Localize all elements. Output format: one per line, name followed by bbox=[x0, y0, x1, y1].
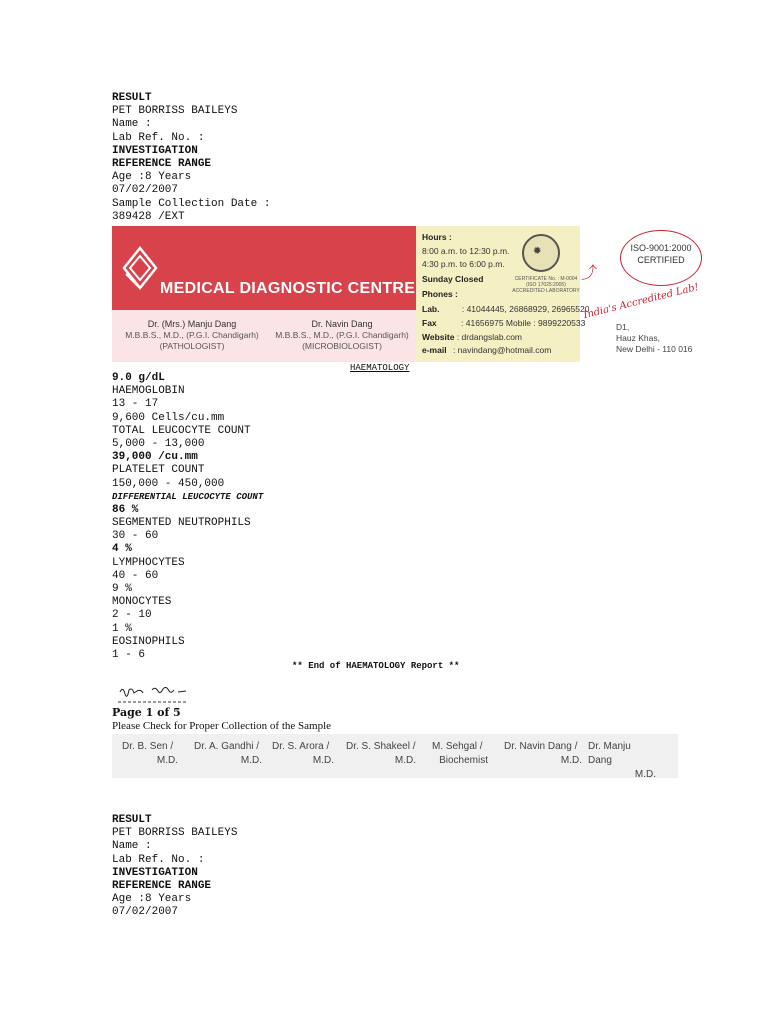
doctor-pathologist bbox=[122, 319, 262, 352]
phones-label: Phones : bbox=[422, 289, 458, 299]
footer-doctor-degree: M.D. bbox=[240, 755, 262, 766]
doctor-qualification: M.B.B.S., M.D., (P.G.I. Chandigarh) bbox=[275, 330, 409, 340]
footer-doctor-degree: Biochemist bbox=[439, 755, 488, 766]
hours-morning: 8:00 a.m. to 12:30 p.m. bbox=[422, 246, 510, 256]
result-line: 9 % bbox=[112, 583, 132, 595]
name-label: Name : bbox=[112, 840, 152, 853]
website-value: : drdangslab.com bbox=[456, 332, 523, 342]
footer-doctor-name: Dr. A. Gandhi / bbox=[194, 741, 260, 752]
lab-ref-label: Lab Ref. No. : bbox=[112, 131, 205, 144]
footer-doctor-degree: M.D. bbox=[394, 755, 416, 766]
footer-doctor-name: Dr. S. Shakeel / bbox=[346, 741, 416, 752]
sample-collection-label: Sample Collection Date : bbox=[112, 197, 271, 210]
iso-badge bbox=[620, 230, 702, 286]
doctor-name: Dr. (Mrs.) Manju Dang bbox=[147, 319, 237, 329]
result-line: 40 - 60 bbox=[112, 569, 159, 582]
address-line: Hauz Khas, bbox=[616, 333, 660, 343]
accreditation-seal-icon bbox=[522, 234, 560, 272]
hours-evening: 4:30 p.m. to 6:00 p.m. bbox=[422, 259, 505, 269]
footer-doctor bbox=[346, 740, 416, 768]
result-line: LYMPHOCYTES bbox=[112, 556, 185, 569]
patient-header-2 bbox=[112, 814, 237, 920]
patient-name: PET BORRISS BAILEYS bbox=[112, 827, 238, 840]
result-line: 39,000 /cu.mm bbox=[112, 451, 198, 464]
result-line: EOSINOPHILS bbox=[112, 635, 185, 648]
brand-band bbox=[112, 226, 416, 310]
footer-doctor bbox=[504, 740, 582, 768]
footer-doctor-name: Dr. S. Arora / bbox=[272, 741, 330, 752]
result-line: TOTAL LEUCOCYTE COUNT bbox=[112, 424, 251, 437]
website-label: Website bbox=[422, 332, 455, 342]
iso-certified: CERTIFIED bbox=[637, 255, 685, 265]
footer-doctor-name: Dr. B. Sen / bbox=[122, 741, 174, 752]
footer-doctor-degree: M.D. bbox=[312, 755, 334, 766]
footer-doctor-name: Dr. Navin Dang / bbox=[504, 741, 578, 752]
investigation-label: INVESTIGATION bbox=[112, 144, 198, 157]
lab-phone-value: : 41044445, 26868929, 26965520 bbox=[461, 304, 590, 314]
footer-doctor bbox=[588, 740, 656, 782]
email-value: : navindang@hotmail.com bbox=[452, 345, 552, 355]
reference-range-label: REFERENCE RANGE bbox=[112, 879, 212, 892]
results-list bbox=[112, 372, 263, 662]
age-value: Age :8 Years bbox=[112, 171, 192, 184]
result-line: 9.0 g/dL bbox=[112, 372, 165, 384]
result-line: HAEMOGLOBIN bbox=[112, 385, 185, 398]
investigation-label: INVESTIGATION bbox=[112, 866, 198, 879]
address-line: D1, bbox=[616, 322, 630, 332]
name-label: Name : bbox=[112, 118, 152, 131]
accredited-tagline: India's Accredited Lab! bbox=[582, 281, 700, 322]
centre-title: MEDICAL DIAGNOSTIC CENTRE bbox=[160, 280, 416, 297]
date-value: 07/02/2007 bbox=[112, 184, 179, 197]
footer-doctor bbox=[122, 740, 178, 768]
footer-doctor bbox=[432, 740, 488, 768]
doctor-name: Dr. Navin Dang bbox=[311, 319, 373, 329]
hours-label: Hours : bbox=[422, 232, 452, 242]
doctor-qualification: M.B.B.S., M.D., (P.G.I. Chandigarh) bbox=[125, 330, 259, 340]
lab-ref-label: Lab Ref. No. : bbox=[112, 853, 205, 866]
result-line: MONOCYTES bbox=[112, 596, 172, 609]
end-of-report: ** End of HAEMATOLOGY Report ** bbox=[292, 661, 460, 671]
address-line: New Delhi - 110 016 bbox=[616, 344, 693, 354]
lab-phone-label: Lab. bbox=[422, 304, 440, 314]
result-line: 86 % bbox=[112, 503, 139, 516]
result-line: 2 - 10 bbox=[112, 609, 152, 622]
result-line: 13 - 17 bbox=[112, 398, 159, 411]
page-number: Page 1 of 5 bbox=[112, 706, 181, 719]
age-value: Age :8 Years bbox=[112, 893, 192, 906]
footer-doctor-degree: M.D. bbox=[634, 769, 656, 780]
haematology-heading: HAEMATOLOGY bbox=[350, 363, 410, 373]
signature-icon bbox=[116, 682, 200, 706]
date-value: 07/02/2007 bbox=[112, 906, 179, 919]
footer-doctor bbox=[272, 740, 334, 768]
sample-id: 389428 /EXT bbox=[112, 210, 185, 223]
result-line: PLATELET COUNT bbox=[112, 464, 205, 477]
result-label: RESULT bbox=[112, 814, 152, 826]
result-line: 30 - 60 bbox=[112, 530, 159, 543]
email-label: e-mail bbox=[422, 345, 447, 355]
letterhead-banner bbox=[112, 226, 724, 362]
doctor-role: (MICROBIOLOGIST) bbox=[302, 341, 382, 351]
footer-doctor-degree: M.D. bbox=[560, 755, 582, 766]
patient-name: PET BORRISS BAILEYS bbox=[112, 105, 238, 118]
fax-value: : 41656975 Mobile : 9899220533 bbox=[461, 318, 586, 328]
sunday-closed: Sunday Closed bbox=[422, 274, 484, 284]
doctors-footer bbox=[112, 734, 678, 778]
result-line: SEGMENTED NEUTROPHILS bbox=[112, 517, 251, 530]
result-line: 9,600 Cells/cu.mm bbox=[112, 411, 225, 424]
reference-range-label: REFERENCE RANGE bbox=[112, 157, 212, 170]
footer-doctor-name: Dr. Manju Dang bbox=[588, 741, 631, 766]
result-line: DIFFERENTIAL LEUCOCYTE COUNT bbox=[112, 491, 264, 502]
address bbox=[616, 322, 692, 355]
iso-number: ISO-9001:2000 bbox=[630, 243, 692, 253]
fax-label: Fax bbox=[422, 318, 437, 328]
mdc-logo-icon bbox=[120, 244, 160, 292]
footer-doctor-degree: M.D. bbox=[156, 755, 178, 766]
result-line: 150,000 - 450,000 bbox=[112, 477, 225, 490]
doctor-role: (PATHOLOGIST) bbox=[159, 341, 225, 351]
result-line: 1 - 6 bbox=[112, 648, 146, 661]
doctor-microbiologist bbox=[268, 319, 416, 352]
arrow-icon: ⤴ bbox=[581, 265, 598, 283]
result-line: 4 % bbox=[112, 543, 132, 556]
result-label: RESULT bbox=[112, 92, 152, 104]
result-line: 1 % bbox=[112, 622, 132, 635]
certificate-text: CERTIFICATE No. : M-0004 (ISO 17025:2005) ACCREDITED LABORATORY bbox=[512, 276, 580, 294]
footer-doctor-name: M. Sehgal / bbox=[432, 741, 483, 752]
collection-notice: Please Check for Proper Collection of the Sample bbox=[112, 720, 332, 732]
contact-panel bbox=[416, 226, 590, 362]
footer-doctor bbox=[194, 740, 262, 768]
result-line: 5,000 - 13,000 bbox=[112, 437, 205, 450]
patient-header-1 bbox=[112, 92, 270, 224]
